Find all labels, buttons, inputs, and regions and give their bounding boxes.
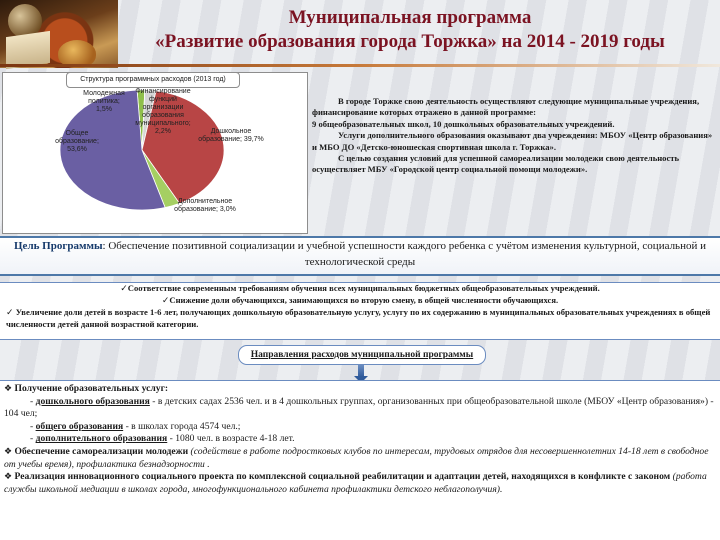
checklist-panel <box>0 282 720 340</box>
service-text: - в школах города 4574 чел.; <box>123 420 241 432</box>
header-divider <box>0 64 720 67</box>
service-text: - в детских садах 2536 чел. и в 4 дошкольных группах, организованных при общеобразовательной школе (МБОУ «Центр образования») - 104 чел; <box>4 395 714 420</box>
service-line <box>4 421 716 434</box>
pie-label-youth: Молодежная политика; 1,5% <box>83 90 125 113</box>
check-icon: ✓ <box>6 308 14 318</box>
info-paragraph: С целью создания условий для успешной самореализации молодежи свою деятельность осуществляет МБУ «Городской центр социальной помощи молодежи». <box>312 153 680 175</box>
pie-label-additional: Дополнительное образование; 3,0% <box>174 198 236 213</box>
checklist-text: Соответствие современным требованиям обучения всех муниципальных бюджетных общеобразовательных учреждений. <box>127 283 600 293</box>
directions-heading <box>238 345 486 365</box>
direction-item <box>4 446 716 471</box>
program-goal <box>0 236 720 276</box>
title-line-2: «Развитие образования города Торжка» на 2014 - 2019 годы <box>155 31 665 52</box>
service-label: дополнительного образования <box>35 433 168 445</box>
direction-text: (содействие в работе подростковых клубов по интересам, трудовых отрядов для несовершеннолетних 14-18 лет в свободное от учебы время), профилактика безнадзорности . <box>4 445 709 470</box>
direction-title: Реализация инновационного социального проекта по комплексной социальной реабилитации и адаптации детей, находящихся в конфликте с законом <box>14 471 671 483</box>
info-paragraph: 9 общеобразовательных школ, 10 дошкольных образовательных учреждений. <box>312 118 615 129</box>
page-title <box>130 6 690 54</box>
checklist-text: Снижение доли обучающихся, занимающихся во вторую смену, в общей численности обучающихся. <box>169 295 559 305</box>
chart-title: Структура программных расходов (2013 год) <box>66 72 240 88</box>
direction-item <box>4 471 716 496</box>
goal-text: : Обеспечение позитивной социализации и учебной успешности каждого ребенка с учётом изменения культурной, социальной и технологической среды <box>102 240 706 268</box>
arrow-down-icon <box>358 365 364 377</box>
service-label: общего образования <box>35 420 124 432</box>
service-line <box>4 433 716 446</box>
direction-text: (работа службы школьной медиации в школах города, многофункционального кабинета профилактики детского неблагополучия). <box>4 471 707 495</box>
diamond-bullet-icon: ❖ <box>4 472 13 483</box>
goal-label: Цель Программы <box>14 240 103 252</box>
header-photo <box>0 0 118 68</box>
info-paragraph: В городе Торжке свою деятельность осуществляют следующие муниципальные учреждения, финансирование которых отражено в данной программе: <box>312 96 700 118</box>
pie-label-general: Общее образование; 53,6% <box>55 130 99 153</box>
institutions-text <box>312 96 716 176</box>
check-icon: ✓ <box>161 296 170 306</box>
check-icon: ✓ <box>120 284 128 294</box>
dash: - <box>30 433 36 445</box>
pie-label-management: Финансирование функций организации образования муниципального; 2,2% <box>135 88 191 135</box>
expenditure-directions <box>0 380 720 540</box>
diamond-bullet-icon: ❖ <box>4 384 13 394</box>
service-label: дошкольного образования <box>35 395 150 407</box>
checklist-item <box>0 307 720 330</box>
title-line-1: Муниципальная программа <box>288 7 532 28</box>
directions-title: Направления расходов муниципальной программы <box>250 350 474 360</box>
direction-title: Обеспечение самореализации молодежи <box>14 445 189 457</box>
service-text: - 1080 чел. в возрасте 4-18 лет. <box>167 433 295 445</box>
checklist-item <box>0 283 720 295</box>
dash: - <box>30 420 36 432</box>
dash: - <box>30 395 36 407</box>
diamond-bullet-icon: ❖ <box>4 446 13 457</box>
pie-label-preschool: Дошкольное образование; 39,7% <box>198 128 264 143</box>
direction-title: Получение образовательных услуг: <box>14 383 169 394</box>
direction-item <box>4 383 716 396</box>
checklist-item <box>0 295 720 307</box>
info-paragraph: Услуги дополнительного образования оказывают два учреждения: МБОУ «Центр образования» и МБО ДО «Детско-юношеская спортивная школа г. Торжка». <box>312 130 713 152</box>
service-line <box>4 396 716 421</box>
checklist-text: Увеличение доли детей в возрасте 1-6 лет, получающих дошкольную образовательную услугу, услугу по их содержанию в муниципальных образовательных учреждениях в общей численности детей данной возрастной категории. <box>6 307 711 329</box>
